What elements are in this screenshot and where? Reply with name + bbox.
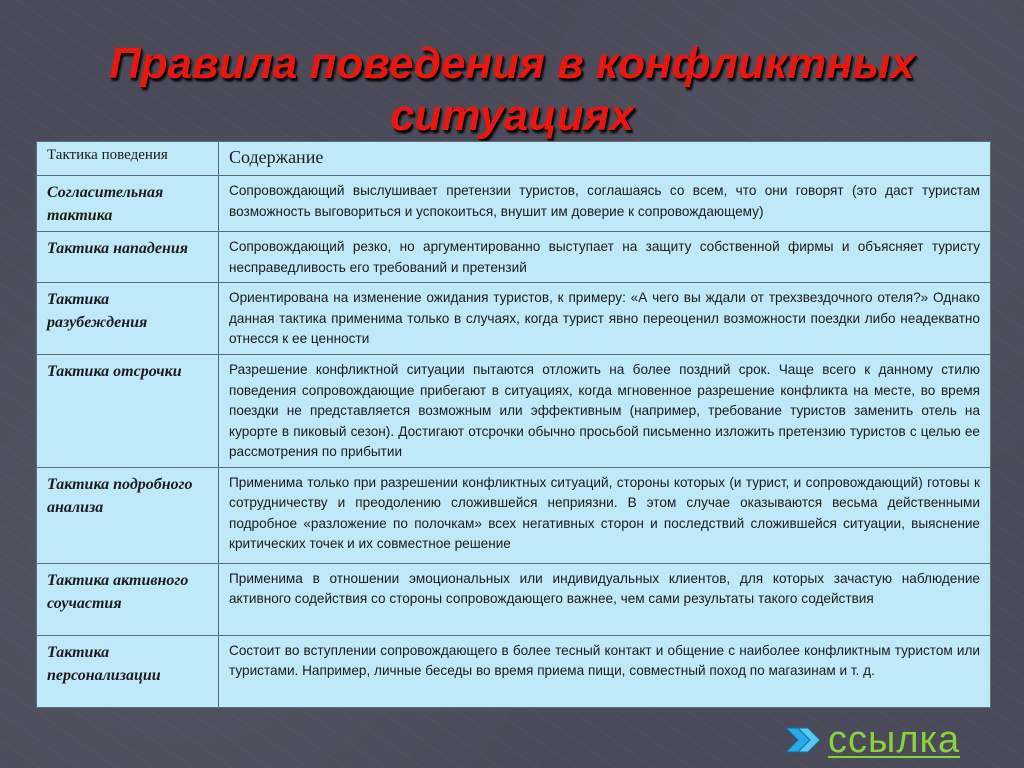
table-row (37, 176, 991, 232)
content-cell: Сопровождающий выслушивает претензии туристов, соглашаясь со всем, что они говорят (это даст туристам возможность выговориться и успокоиться, внушит им доверие к сопровождающему) (219, 176, 991, 232)
content-cell: Применима в отношении эмоциональных или индивидуальных клиентов, для которых зачастую наблюдение активного содействия со стороны сопровождающего важнее, чем сами результаты такого содействия (219, 563, 991, 635)
tactic-cell: Согласительная тактика (37, 176, 219, 232)
slide-title: Правила поведения в конфликтных ситуациях (109, 39, 915, 140)
table-row (37, 232, 991, 283)
tactics-table (36, 141, 991, 708)
tactic-cell: Тактика активного соучастия (37, 563, 219, 635)
content-cell: Применима только при разрешении конфликтных ситуаций, стороны которых (и турист, и сопровождающий) готовы к сотрудничеству и преодолению сложившейся неприязни. В этом случае оказываются весьма действенными подробное «разложение по полочкам» всех негативных сторон и последствий сложившейся ситуации, выяснение критических точек и их совместное решение (219, 467, 991, 563)
table-header-row (37, 142, 991, 176)
tactic-cell: Тактика разубеждения (37, 283, 219, 355)
header-tactic: Тактика поведения (37, 142, 219, 176)
arrow-right-icon (784, 725, 824, 755)
tactic-cell: Тактика отсрочки (37, 355, 219, 468)
link-text[interactable]: ссылка (828, 718, 961, 761)
content-cell: Состоит во вступлении сопровождающего в более тесный контакт и общение с наиболее конфликтным туристом или туристами. Например, личные беседы во время приема пищи, совместный поход по магазинам и т. д. (219, 635, 991, 707)
table-row (37, 563, 991, 635)
tactic-cell: Тактика персонализации (37, 635, 219, 707)
header-content: Содержание (219, 142, 991, 176)
content-cell: Ориентирована на изменение ожидания туристов, к примеру: «А чего вы ждали от трехзвездочного отеля?» Однако данная тактика применима только в случаях, когда турист явно переоценил возможности поездки либо неадекватно отнесся к ее ценности (219, 283, 991, 355)
tactic-cell: Тактика подробного анализа (37, 467, 219, 563)
link-block[interactable] (784, 716, 960, 764)
tactic-cell: Тактика нападения (37, 232, 219, 283)
table-row (37, 283, 991, 355)
content-cell: Разрешение конфликтной ситуации пытаются отложить на более поздний срок. Чаще всего к данному стилю поведения сопровождающие прибегают в ситуациях, когда мгновенное разрешение конфликта на месте, во время поездки не представляется возможным или эффективным (например, требование туристов заменить отель на курорте в пиковый сезон). Достигают отсрочки обычно просьбой письменно изложить претензию туристов с целью ее рассмотрения по прибытии (219, 355, 991, 468)
table-row (37, 467, 991, 563)
content-cell: Сопровождающий резко, но аргументированно выступает на защиту собственной фирмы и объясняет туристу несправедливость его требований и претензий (219, 232, 991, 283)
table-row (37, 635, 991, 707)
table-row (37, 355, 991, 468)
